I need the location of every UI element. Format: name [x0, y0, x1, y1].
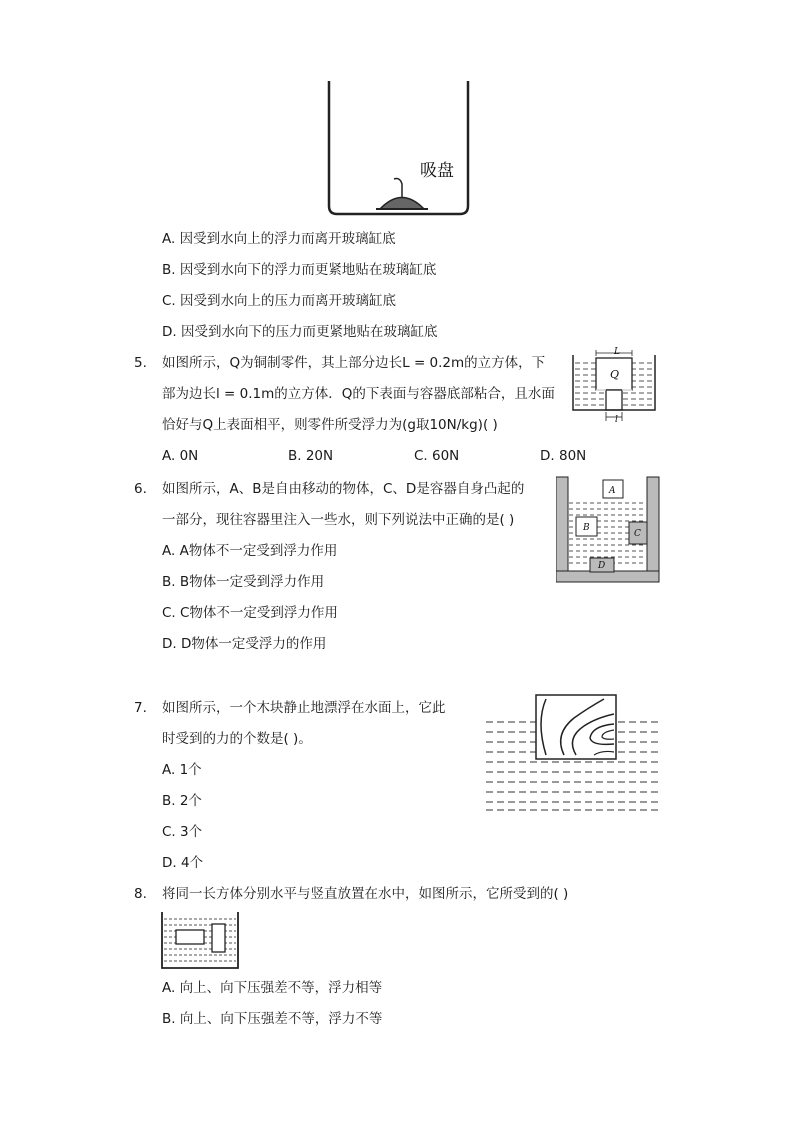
q6-fig-label-b: B: [583, 523, 590, 533]
q6-fig-label-d: D: [598, 561, 606, 571]
q5-line-1: 如图所示，Q为铜制零件，其上部分边长L = 0.2m的立方体，下: [162, 355, 546, 371]
q5-line-2: 部为边长l = 0.1m的立方体．Q的下表面与容器底部粘合，且水面: [162, 386, 555, 402]
q4-suction-cup-figure: [322, 78, 472, 218]
q6-container-figure: [556, 474, 660, 584]
q6-line-1: 如图所示，A、B是自由移动的物体，C、D是容器自身凸起的: [162, 481, 525, 497]
q7-option-b: B. 2个: [162, 793, 202, 809]
q5-fig-label-l: l: [615, 415, 618, 425]
q8-number: 8.: [134, 886, 147, 902]
q4-option-d: D. 因受到水向下的压力而更紧地贴在玻璃缸底: [162, 324, 438, 340]
q5-number: 5.: [134, 355, 147, 371]
q6-option-d: D. D物体一定受浮力的作用: [162, 636, 327, 652]
q6-option-c: C. C物体不一定受到浮力作用: [162, 605, 338, 621]
q7-number: 7.: [134, 700, 147, 716]
q5-option-a: A. 0N: [162, 448, 199, 464]
q7-option-d: D. 4个: [162, 855, 204, 871]
q8-line-1: 将同一长方体分别水平与竖直放置在水中，如图所示，它所受到的( ): [162, 886, 569, 902]
q5-option-c: C. 60N: [414, 448, 460, 464]
q5-option-b: B. 20N: [288, 448, 334, 464]
q7-line-2: 时受到的力的个数是( )。: [162, 731, 312, 747]
q4-option-b: B. 因受到水向下的浮力而更紧地贴在玻璃缸底: [162, 262, 437, 278]
q6-fig-label-a: A: [609, 486, 616, 496]
q7-option-a: A. 1个: [162, 762, 202, 778]
q6-line-2: 一部分，现往容器里注入一些水，则下列说法中正确的是( ): [162, 512, 515, 528]
q8-option-b: B. 向上、向下压强差不等，浮力不等: [162, 1011, 383, 1027]
q7-floating-block-figure: [484, 692, 662, 817]
q5-fig-label-Q: Q: [610, 368, 620, 381]
q6-option-b: B. B物体一定受到浮力作用: [162, 574, 325, 590]
q5-copper-part-figure: [570, 345, 660, 425]
q7-line-1: 如图所示，一个木块静止地漂浮在水面上，它此: [162, 700, 446, 716]
q4-option-a: A. 因受到水向上的浮力而离开玻璃缸底: [162, 231, 396, 247]
q6-number: 6.: [134, 481, 147, 497]
q5-option-d: D. 80N: [540, 448, 587, 464]
q4-figure-label: 吸盘: [420, 161, 454, 181]
q6-option-a: A. A物体不一定受到浮力作用: [162, 543, 338, 559]
q7-option-c: C. 3个: [162, 824, 203, 840]
q8-option-a: A. 向上、向下压强差不等，浮力相等: [162, 980, 383, 996]
q5-line-3: 恰好与Q上表面相平，则零件所受浮力为(g取10N/kg)( ): [162, 417, 498, 433]
q4-option-c: C. 因受到水向上的压力而离开玻璃缸底: [162, 293, 397, 309]
q5-fig-label-L: L: [614, 347, 620, 357]
q6-fig-label-c: C: [634, 529, 641, 539]
q8-cuboid-figure: [160, 910, 240, 970]
